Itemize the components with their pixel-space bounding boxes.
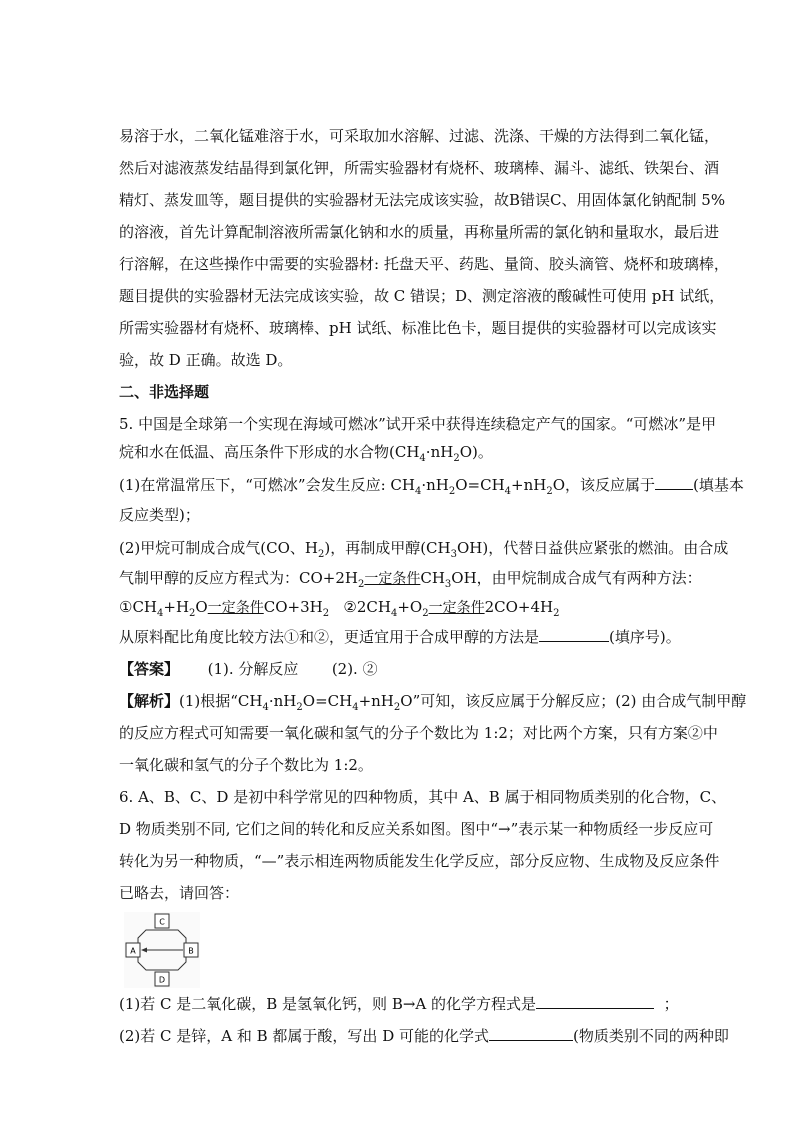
answer-blank-2[interactable] xyxy=(539,627,609,642)
q5-analysis-line-3: 一氧化碳和氢气的分子个数比为 1:2。 xyxy=(119,756,373,774)
q5-ask: 从原料配比角度比较方法①和②，更适宜用于合成甲醇的方法是 (填序号)。 xyxy=(119,628,681,646)
analysis-line-8: 验，故 D 正确。故选 D。 xyxy=(119,351,293,369)
analysis-line-7: 所需实验器材有烧杯、玻璃棒、pH 试纸、标准比色卡，题目提供的实验器材可以完成该实 xyxy=(119,319,717,337)
analysis-line-2: 然后对滤液蒸发结晶得到氯化钾，所需实验器材有烧杯、玻璃棒、漏斗、滤纸、铁架台、酒 xyxy=(119,159,720,177)
answer-blank-3[interactable] xyxy=(536,994,654,1009)
node-b-label: B xyxy=(188,946,194,956)
q5-methods: $①CH_4+H_2O$一定条件$CO+3H_2$ $②2CH_4+O_2$一定条件$2CO+4H_2$ xyxy=(119,598,560,619)
q5-part-2-equation: 气制甲醇的反应方程式为：$CO+2H_2$一定条件$CH_3OH$，由甲烷制成合成气有两种方法： xyxy=(119,569,702,590)
q5-analysis-line-2: 的反应方程式可知需要一氧化碳和氢气的分子个数比为 1:2；对比两个方案，只有方案②中 xyxy=(119,724,718,742)
q6-sub-2: (2)若 C 是锌，A 和 B 都属于酸，写出 D 可能的化学式 (物质类别不同的两种即 xyxy=(119,1027,729,1045)
q6-stem-line-1: 6. A、B、C、D 是初中科学常见的四种物质，其中 A、B 属于相同物质类别的化合物，C、 xyxy=(119,788,727,806)
answer-blank-4[interactable] xyxy=(489,1026,573,1041)
answer-blank-1[interactable] xyxy=(655,475,693,490)
q5-part-1-cont: 反应类型)； xyxy=(119,506,200,524)
node-d-label: D xyxy=(158,975,166,985)
section-title: 二、非选择题 xyxy=(119,383,210,401)
node-c-label: C xyxy=(159,917,165,927)
q5-answer: 【答案】 (1). 分解反应 (2). ② xyxy=(119,660,378,678)
q6-stem-line-2: D 物质类别不同, 它们之间的转化和反应关系如图。图中“→”表示某一种物质经一步反应可 xyxy=(119,820,714,838)
q6-stem-line-3: 转化为另一种物质，“—”表示相连两物质能发生化学反应，部分反应物、生成物及反应条件 xyxy=(119,852,720,870)
analysis-line-1: 易溶于水，二氧化锰难溶于水，可采取加水溶解、过滤、洗涤、干燥的方法得到二氧化锰， xyxy=(119,127,720,145)
q5-part-1: (1)在常温常压下，“可燃冰”会发生反应: $CH_4\cdot nH_2O=CH_4+nH_2O$，该反应属于 (填基本 xyxy=(119,476,744,497)
q6-stem-line-4: 已略去，请回答： xyxy=(119,884,240,902)
q5-stem-line-1: 5. 中国是全球第一个实现在海域可燃冰”试开采中获得连续稳定产气的国家。“可燃冰”是甲 xyxy=(119,415,717,433)
analysis-line-3: 精灯、蒸发皿等，题目提供的实验器材无法完成该实验，故B错误C、用固体氯化钠配制 5% xyxy=(119,191,726,209)
q5-part-2: (2)甲烷可制成合成气(CO、$H_2$)，再制成甲醇$(CH_3OH)$，代替日益供应紧张的燃油。由合成 xyxy=(119,539,729,560)
node-a-label: A xyxy=(130,946,136,956)
analysis-line-6: 题目提供的实验器材无法完成该实验，故 C 错误；D、测定溶液的酸碱性可使用 pH 试纸， xyxy=(119,287,725,305)
analysis-line-4: 的溶液，首先计算配制溶液所需氯化钠和水的质量，再称量所需的氯化钠和量取水，最后进 xyxy=(119,223,720,241)
q5-analysis-line-1: 【解析】(1)根据“$CH_4\cdot nH_2O=CH_4+nH_2O$”可知，该反应属于分解反应；(2) 由合成气制甲醇 xyxy=(119,692,747,713)
relationship-diagram xyxy=(124,912,200,988)
q5-stem-line-2: 烷和水在低温、高压条件下形成的水合物$(CH_4\cdot nH_2O)$。 xyxy=(119,443,493,464)
analysis-line-5: 行溶解，在这些操作中需要的实验器材: 托盘天平、药匙、量筒、胶头滴管、烧杯和玻璃棒， xyxy=(119,255,729,273)
q6-sub-1: (1)若 C 是二氧化碳，B 是氢氧化钙，则 B→A 的化学方程式是 ； xyxy=(119,995,679,1013)
